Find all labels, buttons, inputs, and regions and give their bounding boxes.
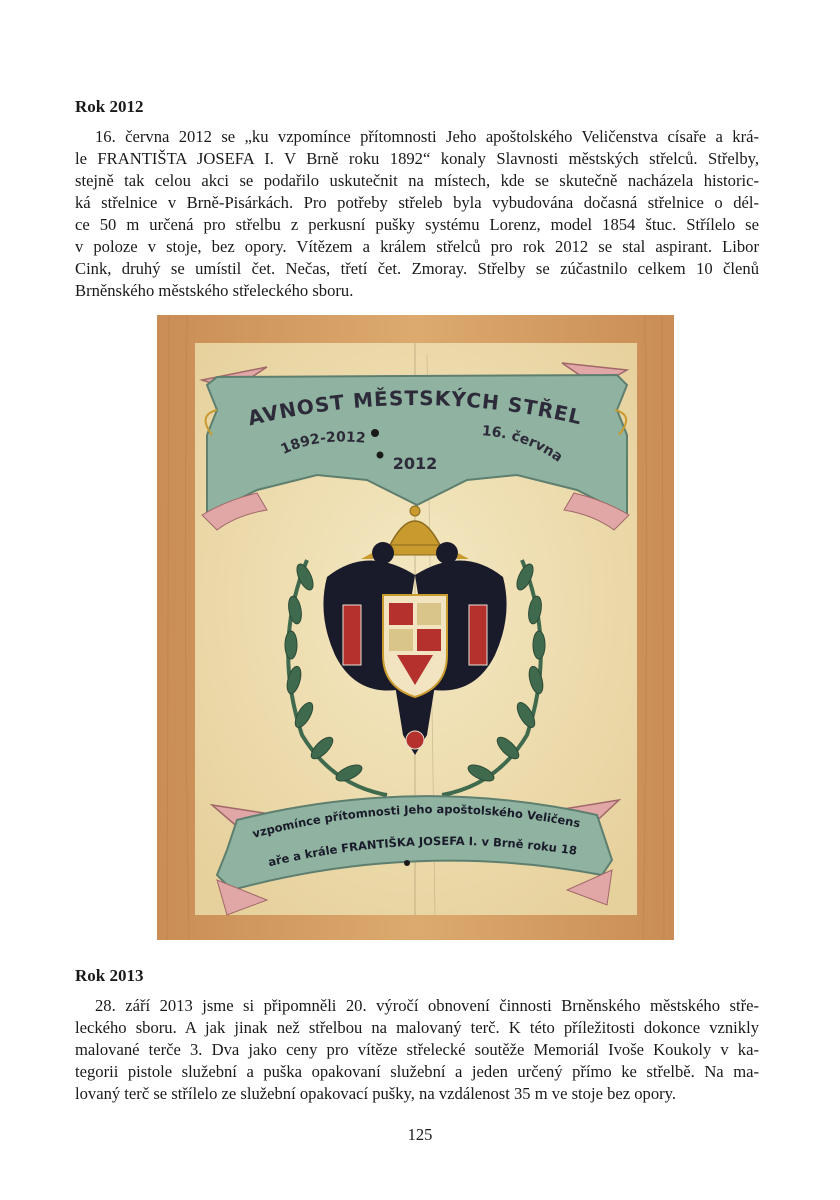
- paragraph-2013: [75, 995, 759, 1105]
- target-title: AVNOST MĚSTSKÝCH STŘEL: [245, 385, 585, 431]
- text-line: 28. září 2013 jsme si připomněli 20. výročí obnovení činnosti Brněnského městského stře-: [95, 996, 759, 1015]
- text-line: v poloze v stoje, bez opory. Vítězem a králem střelců pro rok 2012 se stal aspirant. Libor: [75, 237, 759, 256]
- text-line: lovaný terč se střílelo ze služební opakovací pušky, na vzdálenost 35 m ve stoje bez opory.: [75, 1084, 677, 1103]
- text-line: Cink, druhý se umístil čet. Nečas, třetí čet. Zmoray. Střelby se zúčastnilo celkem 10 členů: [75, 259, 759, 278]
- target-year: 2012: [392, 454, 438, 473]
- text-line: ká střelnice v Brně-Pisárkách. Pro potřeby střeleb byla vybudována dočasná střelnice o dél-: [75, 193, 759, 212]
- ribbon-line-2: aře a krále FRANTIŠKA JOSEFA I. v Brně roku 18: [266, 833, 578, 870]
- target-years: 1892-2012: [278, 429, 367, 458]
- text-line: malované terče 3. Dva jako ceny pro vítěze střelecké soutěže Memoriál Ivoše Koukoly v ka-: [75, 1040, 759, 1059]
- painted-target-photo: [157, 315, 674, 940]
- section-heading-2012: Rok 2012: [75, 97, 144, 116]
- text-line: 16. června 2012 se „ku vzpomínce přítomnosti Jeho apoštolského Veličenstva císaře a krá-: [95, 127, 759, 146]
- text-line: Brněnského městského střeleckého sboru.: [75, 281, 354, 300]
- text-line: le FRANTIŠTA JOSEFA I. V Brně roku 1892“ konaly Slavnosti městských střelců. Střelby,: [75, 149, 759, 168]
- paragraph-2012: [75, 126, 759, 302]
- page-number: 125: [407, 1125, 433, 1144]
- target-date: 16. června: [481, 423, 566, 466]
- text-line: tegorii pistole služební a puška opakovaní služební a jeden určený přímo ke střelbě. Na ma-: [75, 1062, 759, 1081]
- section-heading-2013: Rok 2013: [75, 966, 144, 985]
- ribbon-line-1: vzpomínce přítomnosti Jeho apoštolského Veličens: [250, 802, 582, 841]
- text-line: leckého sboru. A jak jinak než střelbou na malovaný terč. K této příležitosti dokonce vznikly: [75, 1018, 759, 1037]
- text-line: stejně tak celou akci se podařilo uskutečnit na místech, kde se skutečně nacházela historic-: [75, 171, 759, 190]
- text-line: ce 50 m určená pro střelbu z perkusní pušky systému Lorenz, model 1854 štuc. Střílelo se: [75, 215, 759, 234]
